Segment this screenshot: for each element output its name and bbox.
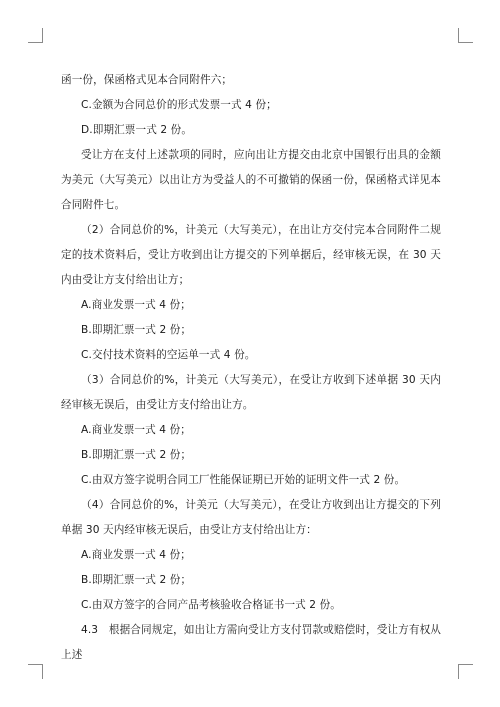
crop-mark-top-right	[458, 28, 473, 43]
paragraph-guarantee-letter: 受让方在支付上述款项的同时，应向出让方提交由北京中国银行出具的金额为美元（大写美元）以出让方为受益人的不可撤销的保函一份，保函格式详见本合同附件七。	[61, 149, 441, 211]
paragraph-clause-3-item-b: B.即期汇票一式 2 份；	[81, 449, 192, 461]
paragraph-clause-4: （4）合同总价的%，计美元（大写美元），在受让方收到出让方提交的下列单据 30 天内经审核无误后，由受让方支付给出让方：	[61, 499, 441, 536]
paragraph-section-4-3: 4.3 根据合同规定，如出让方需向受让方支付罚款或赔偿时，受让方有权从上述	[61, 624, 441, 661]
paragraph-clause-2: （2）合同总价的%，计美元（大写美元），在出让方交付完本合同附件二规定的技术资料后，受让方收到出让方提交的下列单据后，经审核无误，在 30 天内由受让方支付给出让方；	[61, 224, 441, 286]
paragraph-item-c-proforma-invoice: C.金额为合同总价的形式发票一式 4 份；	[81, 99, 277, 111]
crop-mark-bottom-left	[28, 664, 43, 679]
crop-mark-bottom-right	[458, 664, 473, 679]
paragraph-clause-2-item-c: C.交付技术资料的空运单一式 4 份。	[81, 349, 256, 361]
crop-mark-top-left	[28, 28, 43, 43]
paragraph-clause-4-item-b: B.即期汇票一式 2 份；	[81, 574, 192, 586]
paragraph-item-d-sight-draft: D.即期汇票一式 2 份。	[81, 124, 193, 136]
paragraph-clause-2-item-b: B.即期汇票一式 2 份；	[81, 324, 192, 336]
document-body	[61, 68, 441, 668]
paragraph-clause-3-item-c: C.由双方签字说明合同工厂性能保证期已开始的证明文件一式 2 份。	[81, 474, 406, 486]
paragraph-clause-4-item-a: A.商业发票一式 4 份；	[81, 549, 191, 561]
paragraph-clause-3-item-a: A.商业发票一式 4 份；	[81, 424, 191, 436]
paragraph-guarantee-continuation: 函一份，保函格式见本合同附件六；	[61, 74, 233, 86]
paragraph-clause-2-item-a: A.商业发票一式 4 份；	[81, 299, 191, 311]
paragraph-clause-3: （3）合同总价的%，计美元（大写美元），在受让方收到下述单据 30 天内经审核无误后，由受让方支付给出让方。	[61, 374, 441, 411]
paragraph-clause-4-item-c: C.由双方签字的合同产品考核验收合格证书一式 2 份。	[81, 599, 341, 611]
